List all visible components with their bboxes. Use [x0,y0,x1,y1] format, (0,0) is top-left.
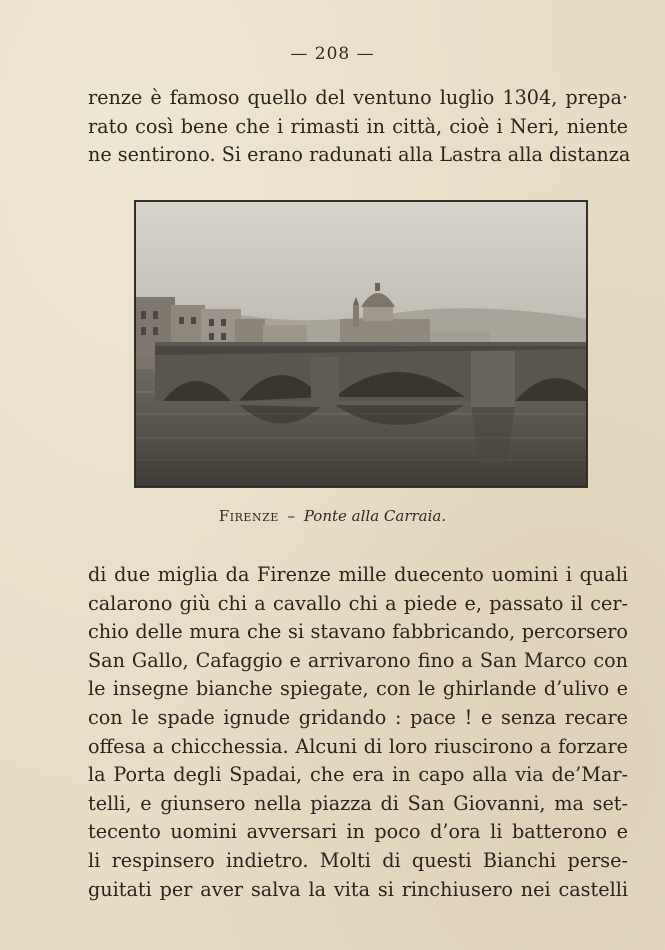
text-line: li respinsero indietro. Molti di questi Bianchi perse- [88,848,628,872]
caption-title: Ponte alla Carraia. [303,507,447,525]
text-line: telli, e giunsero nella piazza di San Giovanni, ma set- [88,791,628,815]
photo-ponte-alla-carraia [134,200,588,488]
text-line: tecento uomini avversari in poco d’ora li batterono e [88,820,628,844]
text-line: con le spade ignude gridando : pace ! e senza recare [88,705,628,729]
paragraph-top [88,84,631,170]
paragraph-bottom [88,561,628,904]
text-line: di due miglia da Firenze mille duecento uomini i quali [88,563,628,586]
text-line: renze è famoso quello del ventuno luglio 1304, prepa· [88,86,628,109]
caption-place: Firenze [218,507,279,525]
bridge [155,342,587,407]
bridge-photo-illustration [135,201,587,487]
figure-caption [0,507,665,525]
text-line: guitati per aver salva la vita si rinchiusero nei castelli [88,877,628,901]
text-line: ne sentirono. Si erano radunati alla Lastra alla distanza [88,143,631,167]
text-line: rato così bene che i rimasti in città, cioè i Neri, niente [88,114,628,138]
text-line: la Porta degli Spadai, che era in capo alla via de’Mar- [88,763,628,787]
text-line: San Gallo, Cafaggio e arrivarono fino a San Marco con [88,648,628,672]
text-line: calarono giù chi a cavallo chi a piede e, passato il cer- [88,591,628,615]
page-number: — 208 — [290,44,375,64]
text-line: le insegne bianche spiegate, con le ghirlande d’ulivo e [88,677,628,701]
caption-dash: – [287,507,296,525]
text-line: chio delle mura che si stavano fabbricando, percorsero [88,620,628,644]
text-line: offesa a chicchessia. Alcuni di loro riuscirono a forzare [88,734,628,758]
